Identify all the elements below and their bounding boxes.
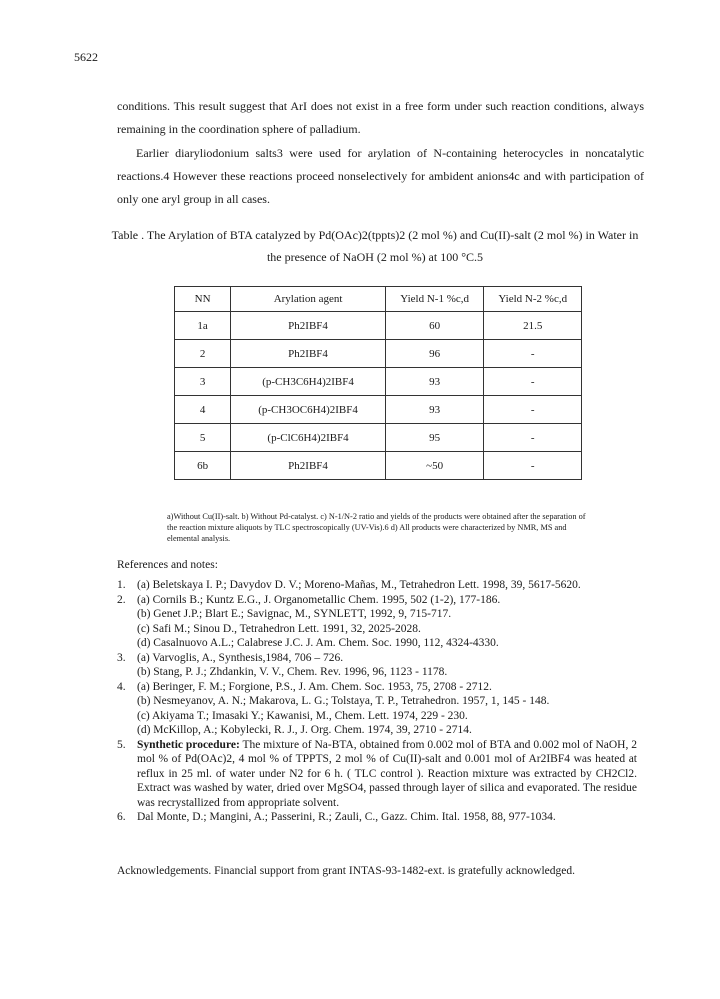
cell-yield-n2: - <box>484 452 582 480</box>
cell-yield-n1: 93 <box>385 368 484 396</box>
cell-nn: 6b <box>175 452 231 480</box>
cell-yield-n1: 60 <box>385 312 484 340</box>
cell-yield-n2: - <box>484 424 582 452</box>
reference-line: (a) Beletskaya I. P.; Davydov D. V.; Moreno-Mañas, M., Tetrahedron Lett. 1998, 39, 5617-5620. <box>137 579 581 591</box>
table-row <box>175 312 582 340</box>
paragraph-2: Earlier diaryliodonium salts3 were used for arylation of N-containing heterocycles in noncatalytic reactions.4 However these reactions proceed nonselectively for ambident anions4c and with participation of only one aryl group in all cases. <box>117 146 644 206</box>
reference-item <box>117 593 637 651</box>
reference-number: 1. <box>117 579 126 591</box>
cell-agent: (p-ClC6H4)2IBF4 <box>231 424 386 452</box>
table-row <box>175 424 582 452</box>
reference-line: (b) Stang, P. J.; Zhdankin, V. V., Chem. Rev. 1996, 96, 1123 - 1178. <box>137 666 448 678</box>
synthetic-procedure-heading: Synthetic procedure: <box>137 738 240 751</box>
reference-number: 2. <box>117 593 126 606</box>
acknowledgements: Acknowledgements. Financial support from grant INTAS-93-1482-ext. is gratefully acknowledged. <box>117 865 576 877</box>
cell-agent: Ph2IBF4 <box>231 312 386 340</box>
reference-item <box>117 680 637 738</box>
cell-agent: Ph2IBF4 <box>231 340 386 368</box>
table-row <box>175 340 582 368</box>
cell-yield-n2: - <box>484 396 582 424</box>
table-caption-line-2: the presence of NaOH (2 mol %) at 100 °C.5 <box>266 250 484 264</box>
reference-number: 4. <box>117 680 126 693</box>
results-table <box>174 286 582 480</box>
cell-nn: 4 <box>175 396 231 424</box>
cell-nn: 1a <box>175 312 231 340</box>
reference-line: (a) Beringer, F. M.; Forgione, P.S., J. Am. Chem. Soc. 1953, 75, 2708 - 2712. <box>137 680 492 693</box>
reference-line: Dal Monte, D.; Mangini, A.; Passerini, R.; Zauli, C., Gazz. Chim. Ital. 1958, 88, 977-1034. <box>137 811 556 823</box>
cell-agent: (p-CH3C6H4)2IBF4 <box>231 368 386 396</box>
cell-yield-n1: 93 <box>385 396 484 424</box>
table-row <box>175 368 582 396</box>
header-arylation-agent: Arylation agent <box>231 287 386 312</box>
reference-line: (a) Cornils B.; Kuntz E.G., J. Organometallic Chem. 1995, 502 (1-2), 177-186. <box>137 593 501 606</box>
header-nn: NN <box>175 287 231 312</box>
cell-nn: 3 <box>175 368 231 396</box>
cell-yield-n2: - <box>484 368 582 396</box>
paragraph-1: conditions. This result suggest that ArI does not exist in a free form under such reaction conditions, always remaining in the coordination sphere of palladium. <box>117 99 644 136</box>
references-heading: References and notes: <box>117 559 218 571</box>
cell-agent: Ph2IBF4 <box>231 452 386 480</box>
table-caption <box>90 224 660 268</box>
synthetic-procedure-text: The mixture of Na-BTA, obtained from 0.002 mol of BTA and 0.002 mol of NaOH, 2 mol % of Pd(OAc)2, 4 mol % of TPPTS, 2 mol % of Cu(II)-salt and 0.001 mol of Ar2IBF4 was heated at reflux in 25 ml. of water under N2 for 6 h. ( TLC control ). Reaction mixture was extracted by CH2Cl2. Extract was washed by water, dried over MgSO4, passed through layer of silica and evaporated. The residue was recrystallized from appropriate solvent. <box>137 738 638 809</box>
header-yield-n2: Yield N-2 %c,d <box>484 287 582 312</box>
reference-item <box>117 738 637 811</box>
table-row <box>175 396 582 424</box>
table-row <box>175 452 582 480</box>
cell-nn: 5 <box>175 424 231 452</box>
reference-number: 5. <box>117 738 126 751</box>
cell-nn: 2 <box>175 340 231 368</box>
reference-item <box>117 651 637 680</box>
reference-line: (b) Nesmeyanov, A. N.; Makarova, L. G.; Tolstaya, T. P., Tetrahedron. 1957, 1, 145 - 148. <box>137 695 550 707</box>
cell-agent: (p-CH3OC6H4)2IBF4 <box>231 396 386 424</box>
cell-yield-n2: - <box>484 340 582 368</box>
references-list <box>117 578 637 825</box>
reference-number: 6. <box>117 811 126 823</box>
table-header-row <box>175 287 582 312</box>
header-yield-n1: Yield N-1 %c,d <box>385 287 484 312</box>
cell-yield-n1: 95 <box>385 424 484 452</box>
reference-line: (c) Akiyama T.; Imasaki Y.; Kawanisi, M., Chem. Lett. 1974, 229 - 230. <box>137 709 468 722</box>
reference-item <box>117 578 637 593</box>
reference-item <box>117 810 637 825</box>
reference-line: (b) Genet J.P.; Blart E.; Savignac, M., SYNLETT, 1992, 9, 715-717. <box>137 608 452 620</box>
reference-line: (c) Safi M.; Sinou D., Tetrahedron Lett. 1991, 32, 2025-2028. <box>137 622 421 635</box>
page-number: 5622 <box>74 50 98 64</box>
reference-line: (d) Casalnuovo A.L.; Calabrese J.C. J. Am. Chem. Soc. 1990, 112, 4324-4330. <box>137 637 499 649</box>
cell-yield-n2: 21.5 <box>484 312 582 340</box>
reference-line: (d) McKillop, A.; Kobylecki, R. J., J. Org. Chem. 1974, 39, 2710 - 2714. <box>137 724 472 736</box>
cell-yield-n1: 96 <box>385 340 484 368</box>
reference-line: (a) Varvoglis, A., Synthesis,1984, 706 – 726. <box>137 651 344 664</box>
table-caption-line-1: Table . The Arylation of BTA catalyzed by Pd(OAc)2(tppts)2 (2 mol %) and Cu(II)-salt (2 mol %) in Water in <box>111 228 639 242</box>
cell-yield-n1: ~50 <box>385 452 484 480</box>
reference-number: 3. <box>117 651 126 664</box>
table-footnote: a)Without Cu(II)-salt. b) Without Pd-catalyst. c) N-1/N-2 ratio and yields of the products were obtained after the separation of the reaction mixture aliquots by TLC spectroscopically (UV-Vis).6 d) All products were characterized by NMR, MS and elemental analysis. <box>167 512 586 543</box>
